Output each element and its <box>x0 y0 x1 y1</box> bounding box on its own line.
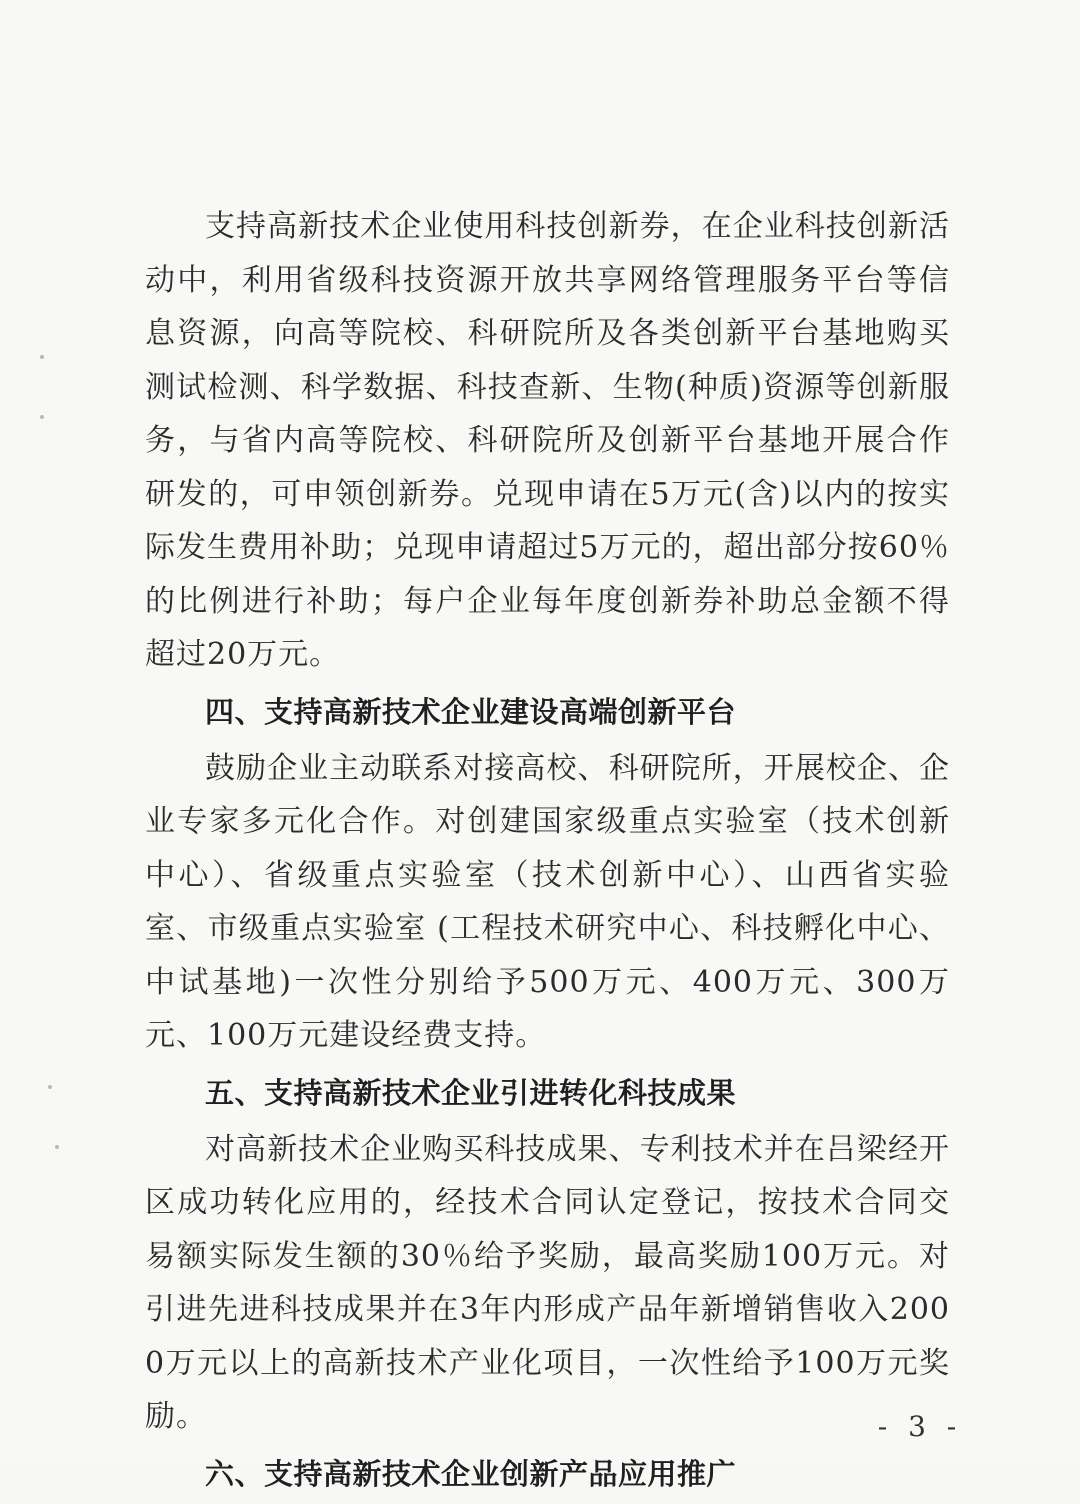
paragraph-innovation-voucher: 支持高新技术企业使用科技创新券，在企业科技创新活动中，利用省级科技资源开放共享网络管理服务平台等信息资源，向高等院校、科研院所及各类创新平台基地购买测试检测、科学数据、科技查新、生物(种质)资源等创新服务，与省内高等院校、科研院所及创新平台基地开展合作研发的，可申领创新券。兑现申请在5万元(含)以内的按实际发生费用补助；兑现申请超过5万元的，超出部分按60％的比例进行补助；每户企业每年度创新券补助总金额不得超过20万元。 <box>145 209 950 672</box>
scan-speck <box>40 415 44 419</box>
scan-speck <box>55 1145 59 1149</box>
document-body <box>145 200 950 1504</box>
page-number: - 3 - <box>877 1410 963 1443</box>
paragraph-section-5: 对高新技术企业购买科技成果、专利技术并在吕梁经开区成功转化应用的，经技术合同认定登记，按技术合同交易额实际发生额的30％给予奖励，最高奖励100万元。对引进先进科技成果并在3年内形成产品年新增销售收入2000万元以上的高新技术产业化项目，一次性给予100万元奖励。 <box>145 1131 950 1434</box>
scan-speck <box>48 1085 52 1089</box>
scan-speck <box>40 355 44 359</box>
heading-section-6: 六、支持高新技术企业创新产品应用推广 <box>205 1456 737 1491</box>
paragraph-section-4: 鼓励企业主动联系对接高校、科研院所，开展校企、企业专家多元化合作。对创建国家级重点实验室（技术创新中心）、省级重点实验室（技术创新中心）、山西省实验室、市级重点实验室 (工程技术研究中心、科技孵化中心、中试基地)一次性分别给予500万元、400万元、300万元、100万元建设经费支持。 <box>145 750 950 1053</box>
heading-section-4: 四、支持高新技术企业建设高端创新平台 <box>205 694 737 729</box>
heading-section-5: 五、支持高新技术企业引进转化科技成果 <box>205 1075 737 1110</box>
